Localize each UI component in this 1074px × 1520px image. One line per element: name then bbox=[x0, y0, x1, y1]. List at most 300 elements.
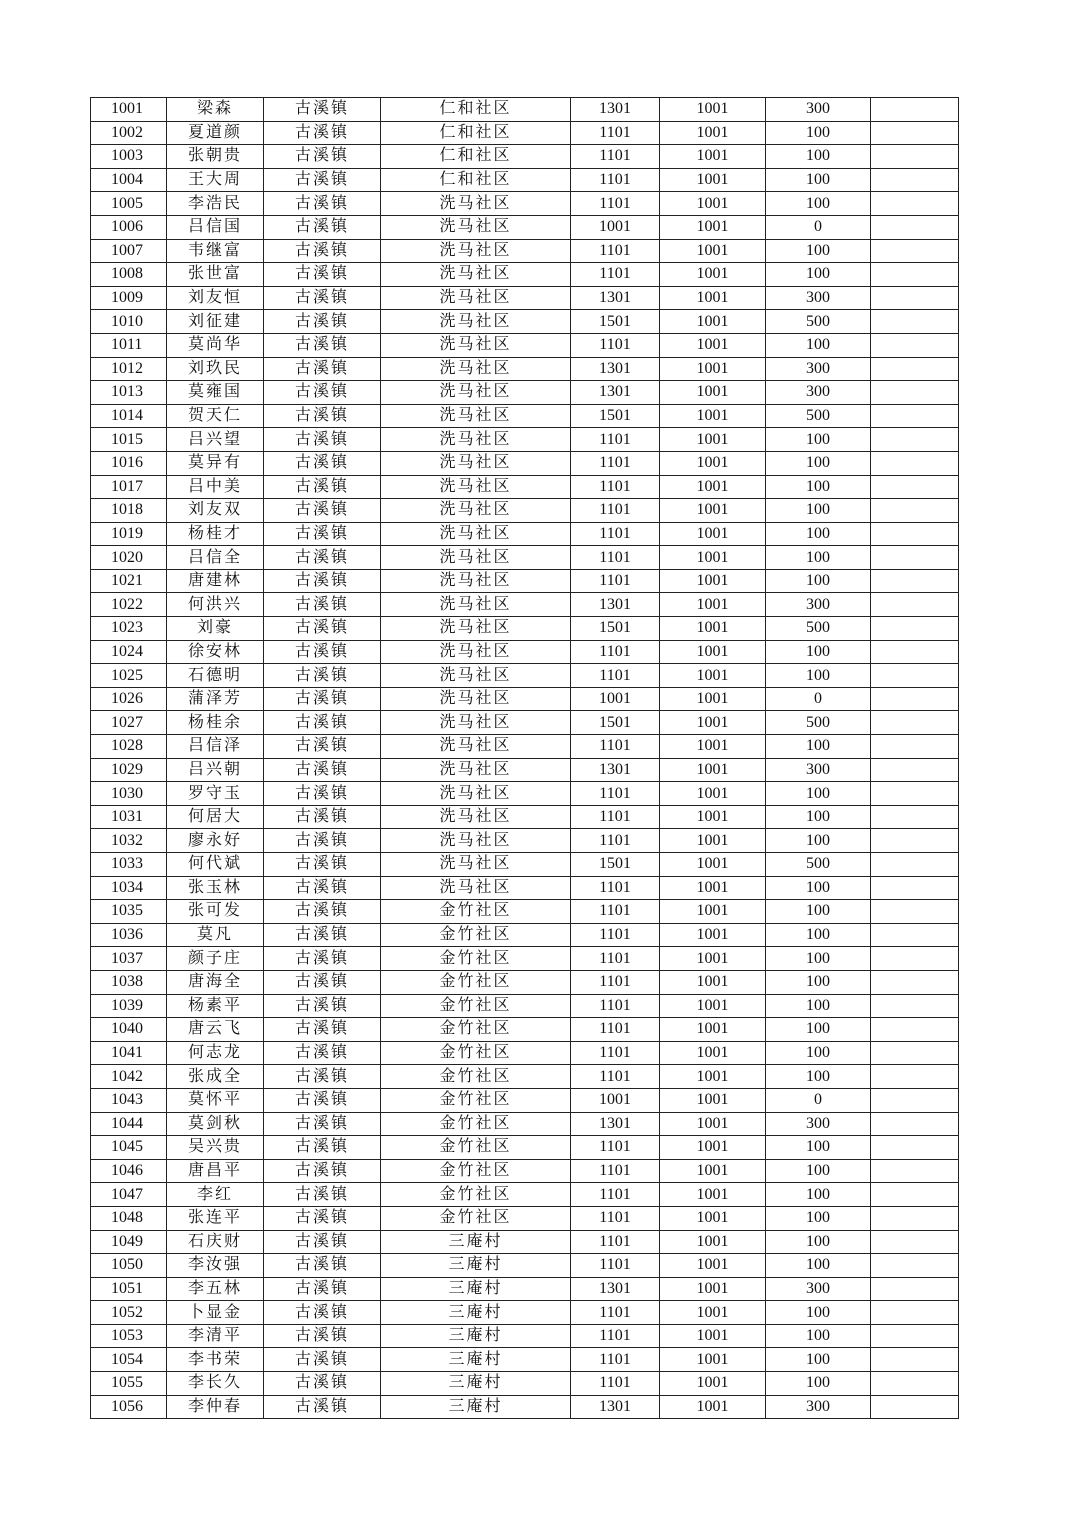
amount-cell: 100 bbox=[766, 1183, 871, 1207]
id-cell: 1054 bbox=[91, 1348, 167, 1372]
code2-cell: 1001 bbox=[660, 1230, 766, 1254]
table-row bbox=[91, 617, 959, 641]
remark-cell bbox=[871, 1254, 959, 1278]
town-cell: 古溪镇 bbox=[264, 947, 381, 971]
remark-cell bbox=[871, 900, 959, 924]
code-cell: 1101 bbox=[571, 970, 660, 994]
name-cell: 颜子庄 bbox=[167, 947, 264, 971]
amount-cell: 300 bbox=[766, 98, 871, 122]
code-cell: 1101 bbox=[571, 333, 660, 357]
town-cell: 古溪镇 bbox=[264, 1018, 381, 1042]
remark-cell bbox=[871, 1395, 959, 1419]
table-row bbox=[91, 1088, 959, 1112]
table-row bbox=[91, 994, 959, 1018]
remark-cell bbox=[871, 1018, 959, 1042]
id-cell: 1024 bbox=[91, 640, 167, 664]
remark-cell bbox=[871, 1301, 959, 1325]
amount-cell: 300 bbox=[766, 758, 871, 782]
village-cell: 洗马社区 bbox=[381, 499, 571, 523]
code2-cell: 1001 bbox=[660, 381, 766, 405]
amount-cell: 300 bbox=[766, 381, 871, 405]
code-cell: 1101 bbox=[571, 1301, 660, 1325]
code2-cell: 1001 bbox=[660, 1301, 766, 1325]
table-row bbox=[91, 522, 959, 546]
remark-cell bbox=[871, 263, 959, 287]
code-cell: 1101 bbox=[571, 192, 660, 216]
amount-cell: 500 bbox=[766, 711, 871, 735]
amount-cell: 100 bbox=[766, 499, 871, 523]
amount-cell: 100 bbox=[766, 1018, 871, 1042]
remark-cell bbox=[871, 1112, 959, 1136]
table-row bbox=[91, 782, 959, 806]
remark-cell bbox=[871, 333, 959, 357]
remark-cell bbox=[871, 522, 959, 546]
id-cell: 1018 bbox=[91, 499, 167, 523]
name-cell: 刘征建 bbox=[167, 310, 264, 334]
amount-cell: 100 bbox=[766, 664, 871, 688]
table-row bbox=[91, 569, 959, 593]
code-cell: 1301 bbox=[571, 98, 660, 122]
id-cell: 1039 bbox=[91, 994, 167, 1018]
remark-cell bbox=[871, 357, 959, 381]
code2-cell: 1001 bbox=[660, 782, 766, 806]
town-cell: 古溪镇 bbox=[264, 168, 381, 192]
id-cell: 1056 bbox=[91, 1395, 167, 1419]
code-cell: 1101 bbox=[571, 782, 660, 806]
table-row bbox=[91, 333, 959, 357]
id-cell: 1033 bbox=[91, 853, 167, 877]
code-cell: 1301 bbox=[571, 1112, 660, 1136]
amount-cell: 500 bbox=[766, 310, 871, 334]
id-cell: 1047 bbox=[91, 1183, 167, 1207]
code2-cell: 1001 bbox=[660, 758, 766, 782]
code2-cell: 1001 bbox=[660, 98, 766, 122]
table-row bbox=[91, 1395, 959, 1419]
table-row bbox=[91, 499, 959, 523]
id-cell: 1026 bbox=[91, 687, 167, 711]
code2-cell: 1001 bbox=[660, 121, 766, 145]
table-row bbox=[91, 970, 959, 994]
amount-cell: 100 bbox=[766, 569, 871, 593]
code2-cell: 1001 bbox=[660, 451, 766, 475]
remark-cell bbox=[871, 923, 959, 947]
town-cell: 古溪镇 bbox=[264, 593, 381, 617]
code2-cell: 1001 bbox=[660, 1018, 766, 1042]
table-row bbox=[91, 923, 959, 947]
town-cell: 古溪镇 bbox=[264, 1254, 381, 1278]
table-row bbox=[91, 853, 959, 877]
amount-cell: 100 bbox=[766, 263, 871, 287]
id-cell: 1049 bbox=[91, 1230, 167, 1254]
code2-cell: 1001 bbox=[660, 215, 766, 239]
town-cell: 古溪镇 bbox=[264, 758, 381, 782]
id-cell: 1042 bbox=[91, 1065, 167, 1089]
table-row bbox=[91, 1372, 959, 1396]
id-cell: 1046 bbox=[91, 1159, 167, 1183]
id-cell: 1036 bbox=[91, 923, 167, 947]
id-cell: 1043 bbox=[91, 1088, 167, 1112]
id-cell: 1015 bbox=[91, 428, 167, 452]
id-cell: 1050 bbox=[91, 1254, 167, 1278]
name-cell: 罗守玉 bbox=[167, 782, 264, 806]
code-cell: 1501 bbox=[571, 711, 660, 735]
code-cell: 1501 bbox=[571, 853, 660, 877]
id-cell: 1022 bbox=[91, 593, 167, 617]
code2-cell: 1001 bbox=[660, 168, 766, 192]
name-cell: 李清平 bbox=[167, 1324, 264, 1348]
village-cell: 洗马社区 bbox=[381, 286, 571, 310]
table-row bbox=[91, 1230, 959, 1254]
village-cell: 洗马社区 bbox=[381, 758, 571, 782]
code2-cell: 1001 bbox=[660, 357, 766, 381]
code2-cell: 1001 bbox=[660, 145, 766, 169]
amount-cell: 0 bbox=[766, 1088, 871, 1112]
id-cell: 1014 bbox=[91, 404, 167, 428]
town-cell: 古溪镇 bbox=[264, 428, 381, 452]
code-cell: 1101 bbox=[571, 1254, 660, 1278]
village-cell: 洗马社区 bbox=[381, 428, 571, 452]
remark-cell bbox=[871, 168, 959, 192]
town-cell: 古溪镇 bbox=[264, 1301, 381, 1325]
id-cell: 1032 bbox=[91, 829, 167, 853]
village-cell: 洗马社区 bbox=[381, 310, 571, 334]
village-cell: 三庵村 bbox=[381, 1277, 571, 1301]
name-cell: 莫怀平 bbox=[167, 1088, 264, 1112]
id-cell: 1013 bbox=[91, 381, 167, 405]
village-cell: 洗马社区 bbox=[381, 192, 571, 216]
remark-cell bbox=[871, 239, 959, 263]
name-cell: 吴兴贵 bbox=[167, 1136, 264, 1160]
town-cell: 古溪镇 bbox=[264, 617, 381, 641]
id-cell: 1020 bbox=[91, 546, 167, 570]
name-cell: 贺天仁 bbox=[167, 404, 264, 428]
code-cell: 1101 bbox=[571, 1018, 660, 1042]
amount-cell: 500 bbox=[766, 617, 871, 641]
town-cell: 古溪镇 bbox=[264, 1183, 381, 1207]
code2-cell: 1001 bbox=[660, 569, 766, 593]
amount-cell: 100 bbox=[766, 239, 871, 263]
name-cell: 唐昌平 bbox=[167, 1159, 264, 1183]
code-cell: 1101 bbox=[571, 1136, 660, 1160]
town-cell: 古溪镇 bbox=[264, 357, 381, 381]
name-cell: 吕兴望 bbox=[167, 428, 264, 452]
town-cell: 古溪镇 bbox=[264, 640, 381, 664]
name-cell: 何洪兴 bbox=[167, 593, 264, 617]
code2-cell: 1001 bbox=[660, 1254, 766, 1278]
town-cell: 古溪镇 bbox=[264, 1159, 381, 1183]
town-cell: 古溪镇 bbox=[264, 192, 381, 216]
name-cell: 石庆财 bbox=[167, 1230, 264, 1254]
village-cell: 金竹社区 bbox=[381, 900, 571, 924]
table-row bbox=[91, 98, 959, 122]
table-row bbox=[91, 900, 959, 924]
amount-cell: 100 bbox=[766, 923, 871, 947]
name-cell: 何居大 bbox=[167, 805, 264, 829]
id-cell: 1041 bbox=[91, 1041, 167, 1065]
village-cell: 洗马社区 bbox=[381, 617, 571, 641]
amount-cell: 100 bbox=[766, 1254, 871, 1278]
table-row bbox=[91, 640, 959, 664]
name-cell: 刘友恒 bbox=[167, 286, 264, 310]
remark-cell bbox=[871, 994, 959, 1018]
code2-cell: 1001 bbox=[660, 805, 766, 829]
name-cell: 李汝强 bbox=[167, 1254, 264, 1278]
name-cell: 莫异有 bbox=[167, 451, 264, 475]
code2-cell: 1001 bbox=[660, 1088, 766, 1112]
name-cell: 吕兴朝 bbox=[167, 758, 264, 782]
amount-cell: 100 bbox=[766, 876, 871, 900]
code-cell: 1101 bbox=[571, 1230, 660, 1254]
table-row bbox=[91, 381, 959, 405]
town-cell: 古溪镇 bbox=[264, 805, 381, 829]
id-cell: 1051 bbox=[91, 1277, 167, 1301]
table-row bbox=[91, 1112, 959, 1136]
code2-cell: 1001 bbox=[660, 1324, 766, 1348]
table-row bbox=[91, 593, 959, 617]
table-row bbox=[91, 1324, 959, 1348]
code2-cell: 1001 bbox=[660, 687, 766, 711]
code2-cell: 1001 bbox=[660, 1277, 766, 1301]
code-cell: 1101 bbox=[571, 239, 660, 263]
table-row bbox=[91, 1254, 959, 1278]
amount-cell: 100 bbox=[766, 451, 871, 475]
town-cell: 古溪镇 bbox=[264, 145, 381, 169]
code2-cell: 1001 bbox=[660, 1395, 766, 1419]
table-row bbox=[91, 286, 959, 310]
remark-cell bbox=[871, 640, 959, 664]
town-cell: 古溪镇 bbox=[264, 239, 381, 263]
code2-cell: 1001 bbox=[660, 853, 766, 877]
remark-cell bbox=[871, 192, 959, 216]
code-cell: 1101 bbox=[571, 522, 660, 546]
code-cell: 1301 bbox=[571, 286, 660, 310]
remark-cell bbox=[871, 970, 959, 994]
name-cell: 蒲泽芳 bbox=[167, 687, 264, 711]
code-cell: 1301 bbox=[571, 381, 660, 405]
name-cell: 吕信国 bbox=[167, 215, 264, 239]
code2-cell: 1001 bbox=[660, 829, 766, 853]
village-cell: 洗马社区 bbox=[381, 263, 571, 287]
town-cell: 古溪镇 bbox=[264, 522, 381, 546]
code-cell: 1101 bbox=[571, 805, 660, 829]
town-cell: 古溪镇 bbox=[264, 546, 381, 570]
name-cell: 何志龙 bbox=[167, 1041, 264, 1065]
name-cell: 吕信全 bbox=[167, 546, 264, 570]
code2-cell: 1001 bbox=[660, 546, 766, 570]
name-cell: 梁森 bbox=[167, 98, 264, 122]
amount-cell: 100 bbox=[766, 640, 871, 664]
name-cell: 莫剑秋 bbox=[167, 1112, 264, 1136]
village-cell: 洗马社区 bbox=[381, 546, 571, 570]
remark-cell bbox=[871, 829, 959, 853]
village-cell: 金竹社区 bbox=[381, 970, 571, 994]
name-cell: 唐建林 bbox=[167, 569, 264, 593]
name-cell: 张成全 bbox=[167, 1065, 264, 1089]
id-cell: 1055 bbox=[91, 1372, 167, 1396]
table-row bbox=[91, 546, 959, 570]
town-cell: 古溪镇 bbox=[264, 1348, 381, 1372]
remark-cell bbox=[871, 499, 959, 523]
name-cell: 李书荣 bbox=[167, 1348, 264, 1372]
village-cell: 洗马社区 bbox=[381, 215, 571, 239]
id-cell: 1016 bbox=[91, 451, 167, 475]
village-cell: 洗马社区 bbox=[381, 381, 571, 405]
remark-cell bbox=[871, 381, 959, 405]
village-cell: 洗马社区 bbox=[381, 593, 571, 617]
id-cell: 1040 bbox=[91, 1018, 167, 1042]
name-cell: 徐安林 bbox=[167, 640, 264, 664]
town-cell: 古溪镇 bbox=[264, 735, 381, 759]
amount-cell: 100 bbox=[766, 970, 871, 994]
remark-cell bbox=[871, 735, 959, 759]
table-row bbox=[91, 475, 959, 499]
code-cell: 1101 bbox=[571, 145, 660, 169]
id-cell: 1003 bbox=[91, 145, 167, 169]
remark-cell bbox=[871, 853, 959, 877]
town-cell: 古溪镇 bbox=[264, 664, 381, 688]
table-row bbox=[91, 1301, 959, 1325]
id-cell: 1029 bbox=[91, 758, 167, 782]
village-cell: 三庵村 bbox=[381, 1395, 571, 1419]
code-cell: 1101 bbox=[571, 735, 660, 759]
table-row bbox=[91, 1348, 959, 1372]
id-cell: 1011 bbox=[91, 333, 167, 357]
amount-cell: 100 bbox=[766, 735, 871, 759]
id-cell: 1021 bbox=[91, 569, 167, 593]
name-cell: 李浩民 bbox=[167, 192, 264, 216]
code2-cell: 1001 bbox=[660, 499, 766, 523]
remark-cell bbox=[871, 1372, 959, 1396]
remark-cell bbox=[871, 569, 959, 593]
remark-cell bbox=[871, 428, 959, 452]
town-cell: 古溪镇 bbox=[264, 1206, 381, 1230]
town-cell: 古溪镇 bbox=[264, 263, 381, 287]
town-cell: 古溪镇 bbox=[264, 923, 381, 947]
remark-cell bbox=[871, 145, 959, 169]
village-cell: 金竹社区 bbox=[381, 1112, 571, 1136]
id-cell: 1012 bbox=[91, 357, 167, 381]
code-cell: 1101 bbox=[571, 1372, 660, 1396]
code2-cell: 1001 bbox=[660, 970, 766, 994]
amount-cell: 100 bbox=[766, 1301, 871, 1325]
table-row bbox=[91, 192, 959, 216]
town-cell: 古溪镇 bbox=[264, 215, 381, 239]
remark-cell bbox=[871, 1065, 959, 1089]
amount-cell: 100 bbox=[766, 192, 871, 216]
village-cell: 仁和社区 bbox=[381, 145, 571, 169]
town-cell: 古溪镇 bbox=[264, 98, 381, 122]
town-cell: 古溪镇 bbox=[264, 569, 381, 593]
remark-cell bbox=[871, 758, 959, 782]
code-cell: 1501 bbox=[571, 404, 660, 428]
id-cell: 1019 bbox=[91, 522, 167, 546]
code2-cell: 1001 bbox=[660, 286, 766, 310]
amount-cell: 100 bbox=[766, 1159, 871, 1183]
code2-cell: 1001 bbox=[660, 593, 766, 617]
code-cell: 1101 bbox=[571, 900, 660, 924]
amount-cell: 100 bbox=[766, 1041, 871, 1065]
id-cell: 1035 bbox=[91, 900, 167, 924]
remark-cell bbox=[871, 1206, 959, 1230]
code-cell: 1001 bbox=[571, 215, 660, 239]
amount-cell: 100 bbox=[766, 1206, 871, 1230]
town-cell: 古溪镇 bbox=[264, 1372, 381, 1396]
code2-cell: 1001 bbox=[660, 192, 766, 216]
village-cell: 洗马社区 bbox=[381, 640, 571, 664]
id-cell: 1028 bbox=[91, 735, 167, 759]
remark-cell bbox=[871, 876, 959, 900]
table-row bbox=[91, 711, 959, 735]
amount-cell: 100 bbox=[766, 1136, 871, 1160]
code-cell: 1001 bbox=[571, 1088, 660, 1112]
id-cell: 1048 bbox=[91, 1206, 167, 1230]
amount-cell: 300 bbox=[766, 357, 871, 381]
amount-cell: 100 bbox=[766, 1065, 871, 1089]
code2-cell: 1001 bbox=[660, 428, 766, 452]
name-cell: 石德明 bbox=[167, 664, 264, 688]
code2-cell: 1001 bbox=[660, 239, 766, 263]
code2-cell: 1001 bbox=[660, 1136, 766, 1160]
amount-cell: 100 bbox=[766, 805, 871, 829]
table-row bbox=[91, 357, 959, 381]
code-cell: 1101 bbox=[571, 1324, 660, 1348]
village-cell: 洗马社区 bbox=[381, 475, 571, 499]
amount-cell: 500 bbox=[766, 853, 871, 877]
name-cell: 莫凡 bbox=[167, 923, 264, 947]
table-row bbox=[91, 263, 959, 287]
code2-cell: 1001 bbox=[660, 923, 766, 947]
code-cell: 1101 bbox=[571, 475, 660, 499]
town-cell: 古溪镇 bbox=[264, 1230, 381, 1254]
code2-cell: 1001 bbox=[660, 1041, 766, 1065]
code2-cell: 1001 bbox=[660, 1206, 766, 1230]
name-cell: 张连平 bbox=[167, 1206, 264, 1230]
id-cell: 1017 bbox=[91, 475, 167, 499]
town-cell: 古溪镇 bbox=[264, 994, 381, 1018]
village-cell: 洗马社区 bbox=[381, 451, 571, 475]
remark-cell bbox=[871, 617, 959, 641]
table-row bbox=[91, 1136, 959, 1160]
amount-cell: 100 bbox=[766, 947, 871, 971]
remark-cell bbox=[871, 687, 959, 711]
code-cell: 1301 bbox=[571, 758, 660, 782]
code2-cell: 1001 bbox=[660, 876, 766, 900]
name-cell: 杨桂才 bbox=[167, 522, 264, 546]
village-cell: 洗马社区 bbox=[381, 711, 571, 735]
town-cell: 古溪镇 bbox=[264, 1041, 381, 1065]
village-cell: 三庵村 bbox=[381, 1230, 571, 1254]
code2-cell: 1001 bbox=[660, 1183, 766, 1207]
village-cell: 金竹社区 bbox=[381, 1065, 571, 1089]
amount-cell: 100 bbox=[766, 145, 871, 169]
remark-cell bbox=[871, 1277, 959, 1301]
town-cell: 古溪镇 bbox=[264, 1065, 381, 1089]
town-cell: 古溪镇 bbox=[264, 900, 381, 924]
remark-cell bbox=[871, 805, 959, 829]
town-cell: 古溪镇 bbox=[264, 1136, 381, 1160]
code2-cell: 1001 bbox=[660, 735, 766, 759]
name-cell: 吕信泽 bbox=[167, 735, 264, 759]
code2-cell: 1001 bbox=[660, 1372, 766, 1396]
code2-cell: 1001 bbox=[660, 475, 766, 499]
village-cell: 洗马社区 bbox=[381, 853, 571, 877]
name-cell: 李五林 bbox=[167, 1277, 264, 1301]
table-row bbox=[91, 805, 959, 829]
name-cell: 张可发 bbox=[167, 900, 264, 924]
village-cell: 金竹社区 bbox=[381, 947, 571, 971]
village-cell: 洗马社区 bbox=[381, 522, 571, 546]
amount-cell: 300 bbox=[766, 1277, 871, 1301]
